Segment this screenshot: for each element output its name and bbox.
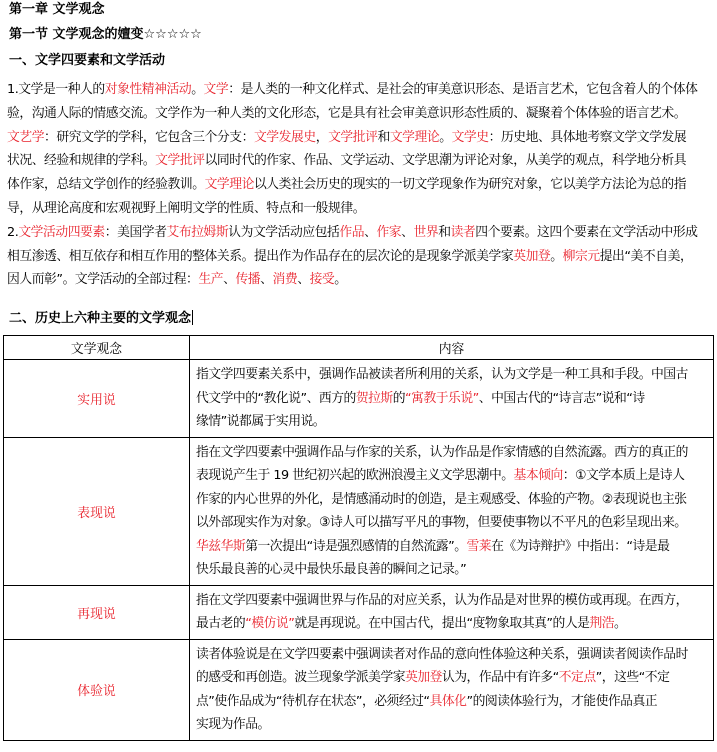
content-line: [196, 558, 709, 582]
concept-name: 表现说: [4, 437, 190, 585]
table-row: [4, 437, 714, 585]
highlight-term: 读者: [450, 224, 476, 240]
content-line: [196, 690, 709, 714]
highlight-term: “寓教于乐说”: [405, 390, 479, 406]
highlight-term: 艾布拉姆斯: [166, 224, 229, 240]
text-run: ：是人类的一种文化样式、是社会的审美意识形态、是语言艺术，它包含着人的个体体: [228, 82, 698, 97]
highlight-term: 文艺学: [7, 129, 45, 145]
text-run: 相互渗透、相互依存和相互作用的整体关系。提出作为作品存在的层次论的是现象学派美学家: [7, 248, 514, 264]
highlight-term: 文学批评: [328, 129, 378, 145]
text-run: ”的阅读体验行为，才能使作品真正: [466, 693, 658, 709]
highlight-term: 基本倾向: [513, 468, 563, 483]
header-concept: 文学观念: [4, 336, 190, 360]
text-run: 。: [334, 272, 347, 288]
content-line: [196, 511, 709, 535]
text-run: 状况、经验和规律的学科。: [7, 153, 156, 169]
paragraph-line: [7, 221, 712, 245]
text-run: 以同时代的作家、作品、文学运动、文学思潮为评论对象，从美学的观点，科学地分析具: [204, 153, 687, 169]
text-run: 点”使作品成为“待机存在状态”，必须经过“: [196, 693, 430, 709]
content-line: [196, 643, 709, 667]
table-row: [4, 585, 714, 639]
text-run: 、: [364, 224, 377, 240]
subsection-title-2-text: 二、历史上六种主要的文学观念: [9, 311, 192, 326]
text-run: 指在文学四要素中强调世界与作品的对应关系，认为作品是对世界的模仿或再现。在西方，: [196, 592, 688, 608]
highlight-term: 英加登: [513, 248, 551, 264]
highlight-term: “模仿说”: [245, 616, 295, 631]
text-run: 缘情”说都属于实用说。: [196, 414, 326, 429]
paragraph-line: [7, 78, 712, 102]
content-line: [196, 363, 709, 387]
text-run: 、: [223, 272, 236, 288]
text-run: 、中国古代的“诗言志”说和“诗: [478, 390, 645, 406]
text-run: 因人而彰”。文学活动的全部过程：: [7, 272, 199, 288]
text-run: 实现为作品。: [196, 717, 270, 732]
paragraph-line: [7, 268, 712, 292]
highlight-term: 接受: [309, 272, 335, 288]
text-run: 四个要素。这四个要素在文学活动中形成: [475, 224, 698, 240]
header-content: 内容: [190, 336, 714, 360]
text-run: 指在文学四要素中强调作品与作家的关系，认为作品是作家情感的自然流露。西方的真正的: [196, 444, 688, 460]
highlight-term: 雪莱: [466, 538, 492, 554]
text-run: 最古老的: [196, 616, 246, 631]
highlight-term: 消费: [272, 272, 298, 288]
subsection-title-2: [9, 308, 193, 330]
text-run: 。: [550, 248, 563, 264]
highlight-term: 荆浩: [589, 616, 615, 631]
concepts-table: [3, 335, 714, 741]
content-line: [196, 713, 709, 737]
content-line: [196, 589, 709, 613]
highlight-term: 文学: [203, 82, 229, 97]
highlight-term: 对象性精神活动: [104, 82, 192, 97]
text-run: ：美国学者: [104, 224, 167, 240]
highlight-term: 文学史: [451, 129, 489, 145]
paragraph-line: [7, 102, 712, 126]
concept-name: 实用说: [4, 360, 190, 438]
text-run: 认为文学活动应包括: [228, 224, 340, 240]
paragraph-line: [7, 245, 712, 269]
text-run: 代文学中的“教化说”、西方的: [196, 390, 356, 406]
text-run: 。: [191, 82, 204, 97]
table-row: [4, 360, 714, 438]
highlight-term: 华兹华斯: [196, 538, 246, 554]
paragraph-line: [7, 197, 712, 221]
text-run: ：历史地、具体地考察文学文学发展: [488, 129, 687, 145]
content-line: [196, 535, 709, 559]
body-text: [7, 78, 712, 292]
text-run: 和: [377, 129, 390, 145]
text-run: 的感受和再创造。波兰现象学派美学家: [196, 670, 406, 685]
section-title-text: 第一节 文学观念的嬗变: [9, 27, 144, 42]
text-run: 提出“美不自美，: [599, 248, 693, 264]
highlight-term: 作品: [339, 224, 365, 240]
table-row: [4, 639, 714, 740]
paragraph-line: [7, 126, 712, 150]
text-run: 认为，作品中有许多“: [441, 670, 559, 685]
highlight-term: 传播: [235, 272, 261, 288]
text-run: 、: [297, 272, 310, 288]
text-run: 。: [614, 616, 627, 631]
text-run: 。: [439, 129, 452, 145]
highlight-term: 生产: [198, 272, 224, 288]
concept-content: [190, 585, 714, 639]
text-run: 以人类社会历史的现实的一切文学现象作为研究对象，它以美学方法论为总的指: [253, 177, 687, 193]
paragraph-line: [7, 173, 712, 197]
content-line: [196, 410, 709, 434]
concept-name: 体验说: [4, 639, 190, 740]
text-run: ，: [315, 129, 329, 145]
text-run: 在《为诗辩护》中指出：“诗是最: [491, 538, 670, 554]
text-run: ”，这些“不定: [595, 670, 670, 685]
content-line: [196, 488, 709, 512]
highlight-term: 作家: [376, 224, 402, 240]
text-run: 作家的内心世界的外化，是情感涌动时的创造，是主观感受、体验的产物。②表现说也主张: [196, 491, 687, 507]
text-run: 、: [401, 224, 414, 240]
highlight-term: 英加登: [405, 670, 442, 685]
concept-content: [190, 360, 714, 438]
content-line: [196, 666, 709, 690]
section-stars: ☆☆☆☆☆: [143, 27, 202, 42]
table-header-row: [4, 336, 714, 360]
text-run: 读者体验说是在文学四要素中强调读者对作品的意向性体验这种关系，强调读者阅读作品时: [196, 646, 688, 662]
chapter-title: 第一章 文学观念: [9, 2, 105, 17]
highlight-term: 文学发展史: [253, 129, 316, 145]
highlight-term: 文学活动四要素: [18, 224, 105, 240]
paragraph-line: [7, 149, 712, 173]
concept-content: [190, 639, 714, 740]
text-run: 指文学四要素关系中，强调作品被读者所利用的关系，认为文学是一种工具和手段。中国古: [196, 367, 688, 382]
text-run: ：研究文学的学科，它包含三个分支：: [44, 129, 254, 145]
text-run: 导，从理论高度和宏观视野上阐明文学的性质、特点和一般规律。: [7, 200, 366, 216]
text-run: 的: [392, 390, 406, 406]
text-run: 表现说产生于 19 世纪初兴起的欧洲浪漫主义文学思潮中。: [196, 468, 514, 483]
content-line: [196, 612, 709, 636]
text-run: 、: [260, 272, 273, 288]
text-run: 验，沟通人际的情感交流。文学作为一种人类的文化形态，它是具有社会审美意识形态性质的、凝聚着个体体验的语言艺术。: [7, 105, 687, 121]
highlight-term: 世界: [413, 224, 439, 240]
highlight-term: 不定点: [558, 670, 596, 685]
concept-content: [190, 437, 714, 585]
highlight-term: 文学理论: [389, 129, 440, 145]
section-title: [9, 24, 202, 46]
highlight-term: 文学理论: [204, 177, 254, 193]
highlight-term: 具体化: [429, 693, 467, 709]
text-run: 2.: [7, 224, 19, 240]
subsection-title: 一、文学四要素和文学活动: [9, 53, 166, 68]
text-run: 和: [438, 224, 451, 240]
content-line: [196, 441, 709, 465]
text-run: 1.文学是一种人的: [7, 82, 105, 97]
text-cursor: [192, 310, 193, 325]
text-run: ：①文学本质上是诗人: [562, 468, 685, 483]
highlight-term: 贺拉斯: [355, 390, 393, 406]
text-run: 就是再现说。在中国古代，提出“度物象取其真”的人是: [294, 616, 590, 631]
highlight-term: 文学批评: [155, 153, 205, 169]
content-line: [196, 464, 709, 488]
text-run: 体作家，总结文学创作的经验教训。: [7, 177, 205, 193]
text-run: 第一次提出“诗是强烈感情的自然流露”。: [245, 538, 467, 554]
concept-name: 再现说: [4, 585, 190, 639]
content-line: [196, 387, 709, 411]
text-run: 以外部现实作为对象。③诗人可以描写平凡的事物，但要使事物以不平凡的色彩呈现出来。: [196, 515, 687, 530]
text-run: 快乐最良善的心灵中最快乐最良善的瞬间之记录。”: [196, 562, 467, 577]
highlight-term: 柳宗元: [562, 248, 600, 264]
